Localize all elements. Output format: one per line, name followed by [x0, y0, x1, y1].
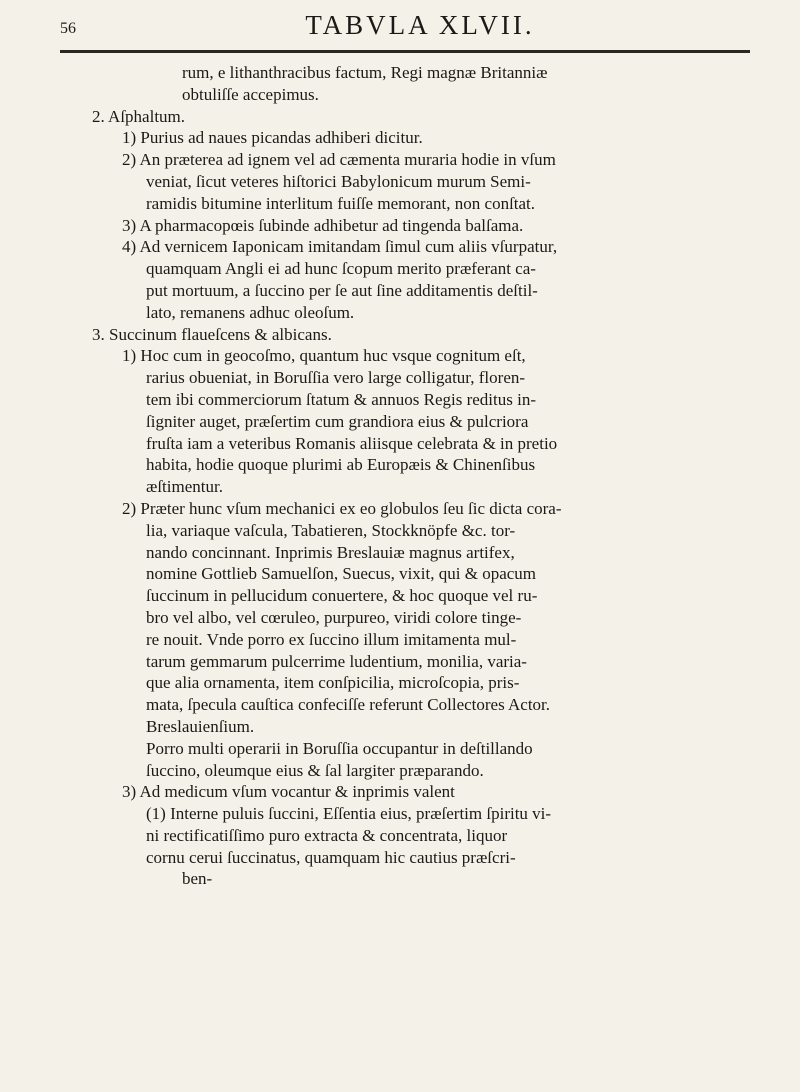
text-line: put mortuum, a ſuccino per ſe aut ſine additamentis deſtil-	[146, 280, 538, 300]
text-line: que alia ornamenta, item conſpicilia, microſcopia, pris-	[146, 673, 520, 693]
text-line: ramidis bitumine interlitum fuiſſe memorant, non conſtat.	[146, 193, 536, 213]
text-line: tarum gemmarum pulcerrime ludentium, monilia, varia-	[146, 651, 527, 671]
text-line: 3) A pharmacopœis ſubinde adhibetur ad tingenda balſama.	[122, 215, 524, 235]
text-line: nando concinnant. Inprimis Breslauiæ magnus artifex,	[146, 542, 515, 562]
text-line: ni rectificatiſſimo puro extracta & concentrata, liquor	[146, 825, 508, 845]
text-line: 1) Hoc cum in geocoſmo, quantum huc vsque cognitum eſt,	[122, 346, 526, 366]
text-line: 3. Succinum flaueſcens & albicans.	[92, 324, 332, 344]
text-line: 4) Ad vernicem Iaponicam imitandam ſimul cum aliis vſurpatur,	[122, 237, 558, 257]
text-line: veniat, ſicut veteres hiſtorici Babylonicum murum Semi-	[146, 171, 531, 191]
text-line: Breslauienſium.	[146, 716, 255, 736]
text-line: æſtimentur.	[146, 477, 223, 497]
text-line: lato, remanens adhuc oleoſum.	[146, 302, 355, 322]
body-text	[92, 62, 772, 890]
text-line: rum, e lithanthracibus factum, Regi magnæ Britanniæ	[182, 63, 548, 82]
text-line: ſuccinum in pellucidum conuertere, & hoc quoque vel ru-	[146, 586, 538, 606]
text-line: lia, variaque vaſcula, Tabatieren, Stockknöpfe &c. tor-	[146, 520, 516, 540]
text-line: bro vel albo, vel cœruleo, purpureo, viridi colore tinge-	[146, 607, 522, 627]
text-line: 3) Ad medicum vſum vocantur & inprimis valent	[122, 782, 455, 802]
text-line: re nouit. Vnde porro ex ſuccino illum imitamenta mul-	[146, 629, 517, 649]
text-line: 2) An præterea ad ignem vel ad cæmenta muraria hodie in vſum	[122, 150, 556, 170]
text-line: 2) Præter hunc vſum mechanici ex eo globulos ſeu ſic dicta cora-	[122, 498, 562, 518]
text-line: ſuccino, oleumque eius & ſal largiter præparando.	[146, 760, 484, 780]
text-line: fruſta iam a veteribus Romanis aliisque celebrata & in pretio	[146, 433, 558, 453]
text-line: 1) Purius ad naues picandas adhiberi dicitur.	[122, 128, 423, 148]
text-line: (1) Interne puluis ſuccini, Eſſentia eius, præſertim ſpiritu vi-	[146, 804, 552, 824]
text-line: obtuliſſe accepimus.	[182, 84, 319, 104]
text-line: quamquam Angli ei ad hunc ſcopum merito præferant ca-	[146, 259, 536, 279]
text-line: habita, hodie quoque plurimi ab Europæis & Chinenſibus	[146, 455, 536, 475]
text-line: mata, ſpecula cauſtica confeciſſe referunt Collectores Actor.	[146, 695, 551, 715]
header-rule	[60, 50, 750, 53]
text-line: Porro multi operarii in Boruſſia occupantur in deſtillando	[146, 738, 533, 758]
text-line: 2. Aſphaltum.	[92, 106, 186, 126]
text-line: ſigniter auget, præſertim cum grandiora eius & pulcriora	[146, 411, 529, 431]
running-title: TABVLA XLVII.	[305, 10, 535, 40]
text-line: ben-	[182, 869, 213, 889]
running-head	[60, 8, 760, 58]
page-number: 56	[60, 20, 76, 37]
text-line: cornu cerui ſuccinatus, quamquam hic cautius præſcri-	[146, 847, 516, 867]
text-line: tem ibi commerciorum ſtatum & annuos Regis reditus in-	[146, 389, 536, 409]
text-line: rarius obueniat, in Boruſſia vero large colligatur, floren-	[146, 368, 526, 388]
text-line: nomine Gottlieb Samuelſon, Suecus, vixit, qui & opacum	[146, 564, 537, 584]
